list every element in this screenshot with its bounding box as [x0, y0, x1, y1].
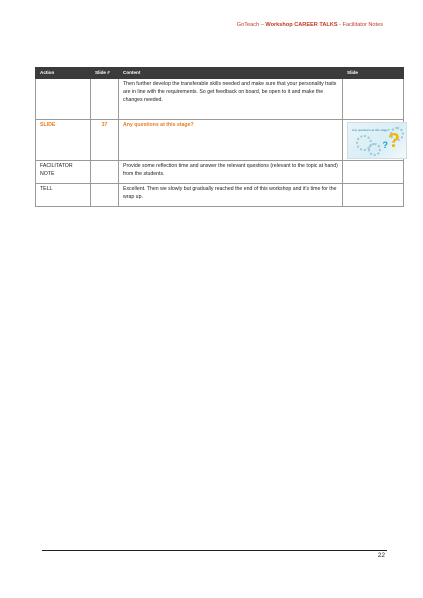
row-slide-number [91, 184, 119, 207]
page-number: 22 [377, 552, 385, 559]
row-slide-number: 37 [91, 120, 119, 161]
document-header [237, 22, 383, 28]
column-header-content: Content [119, 68, 343, 79]
header-workshop-title: Workshop CAREER TALKS [265, 22, 338, 28]
table-header-row [36, 68, 404, 79]
question-mark-icon: ? [382, 140, 388, 150]
row-content: Any questions at this stage? [119, 120, 343, 161]
header-prefix: GoTeach – [236, 22, 266, 28]
column-header-slide: Slide [343, 68, 404, 79]
footer-divider [42, 550, 387, 551]
row-slide-cell [343, 120, 404, 161]
row-content: Provide some reflection time and answer the relevant questions (relevant to the topic at hand) from the students. [119, 161, 343, 184]
row-action: TELL [36, 184, 91, 207]
question-mark-icon: ? [387, 130, 400, 152]
row-slide-cell [343, 184, 404, 207]
column-header-action: Action [36, 68, 91, 79]
gear-icon [368, 143, 381, 156]
row-slide-number [91, 161, 119, 184]
table-row [36, 161, 404, 184]
table-row [36, 120, 404, 161]
row-content: Then further develop the transferable skills needed and make sure that your personality traits are in line with the requirements. So get feedback on board, be open to it and make the changes needed. [119, 79, 343, 120]
row-action: SLIDE [36, 120, 91, 161]
slide-thumbnail-title: Any questions at this stage? [352, 128, 390, 132]
slide-thumbnail [347, 122, 407, 159]
row-action: FACILITATOR NOTE [36, 161, 91, 184]
column-header-slide-number: Slide # [91, 68, 119, 79]
header-suffix: - Facilitator Notes [337, 22, 383, 28]
table-row [36, 79, 404, 120]
row-action [36, 79, 91, 120]
row-slide-cell [343, 79, 404, 120]
row-slide-cell [343, 161, 404, 184]
row-slide-number [91, 79, 119, 120]
row-content: Excellent. Then we slowly but gradually reached the end of this workshop and it’s time for the wrap up. [119, 184, 343, 207]
table-row [36, 184, 404, 207]
facilitator-notes-table [35, 67, 404, 207]
